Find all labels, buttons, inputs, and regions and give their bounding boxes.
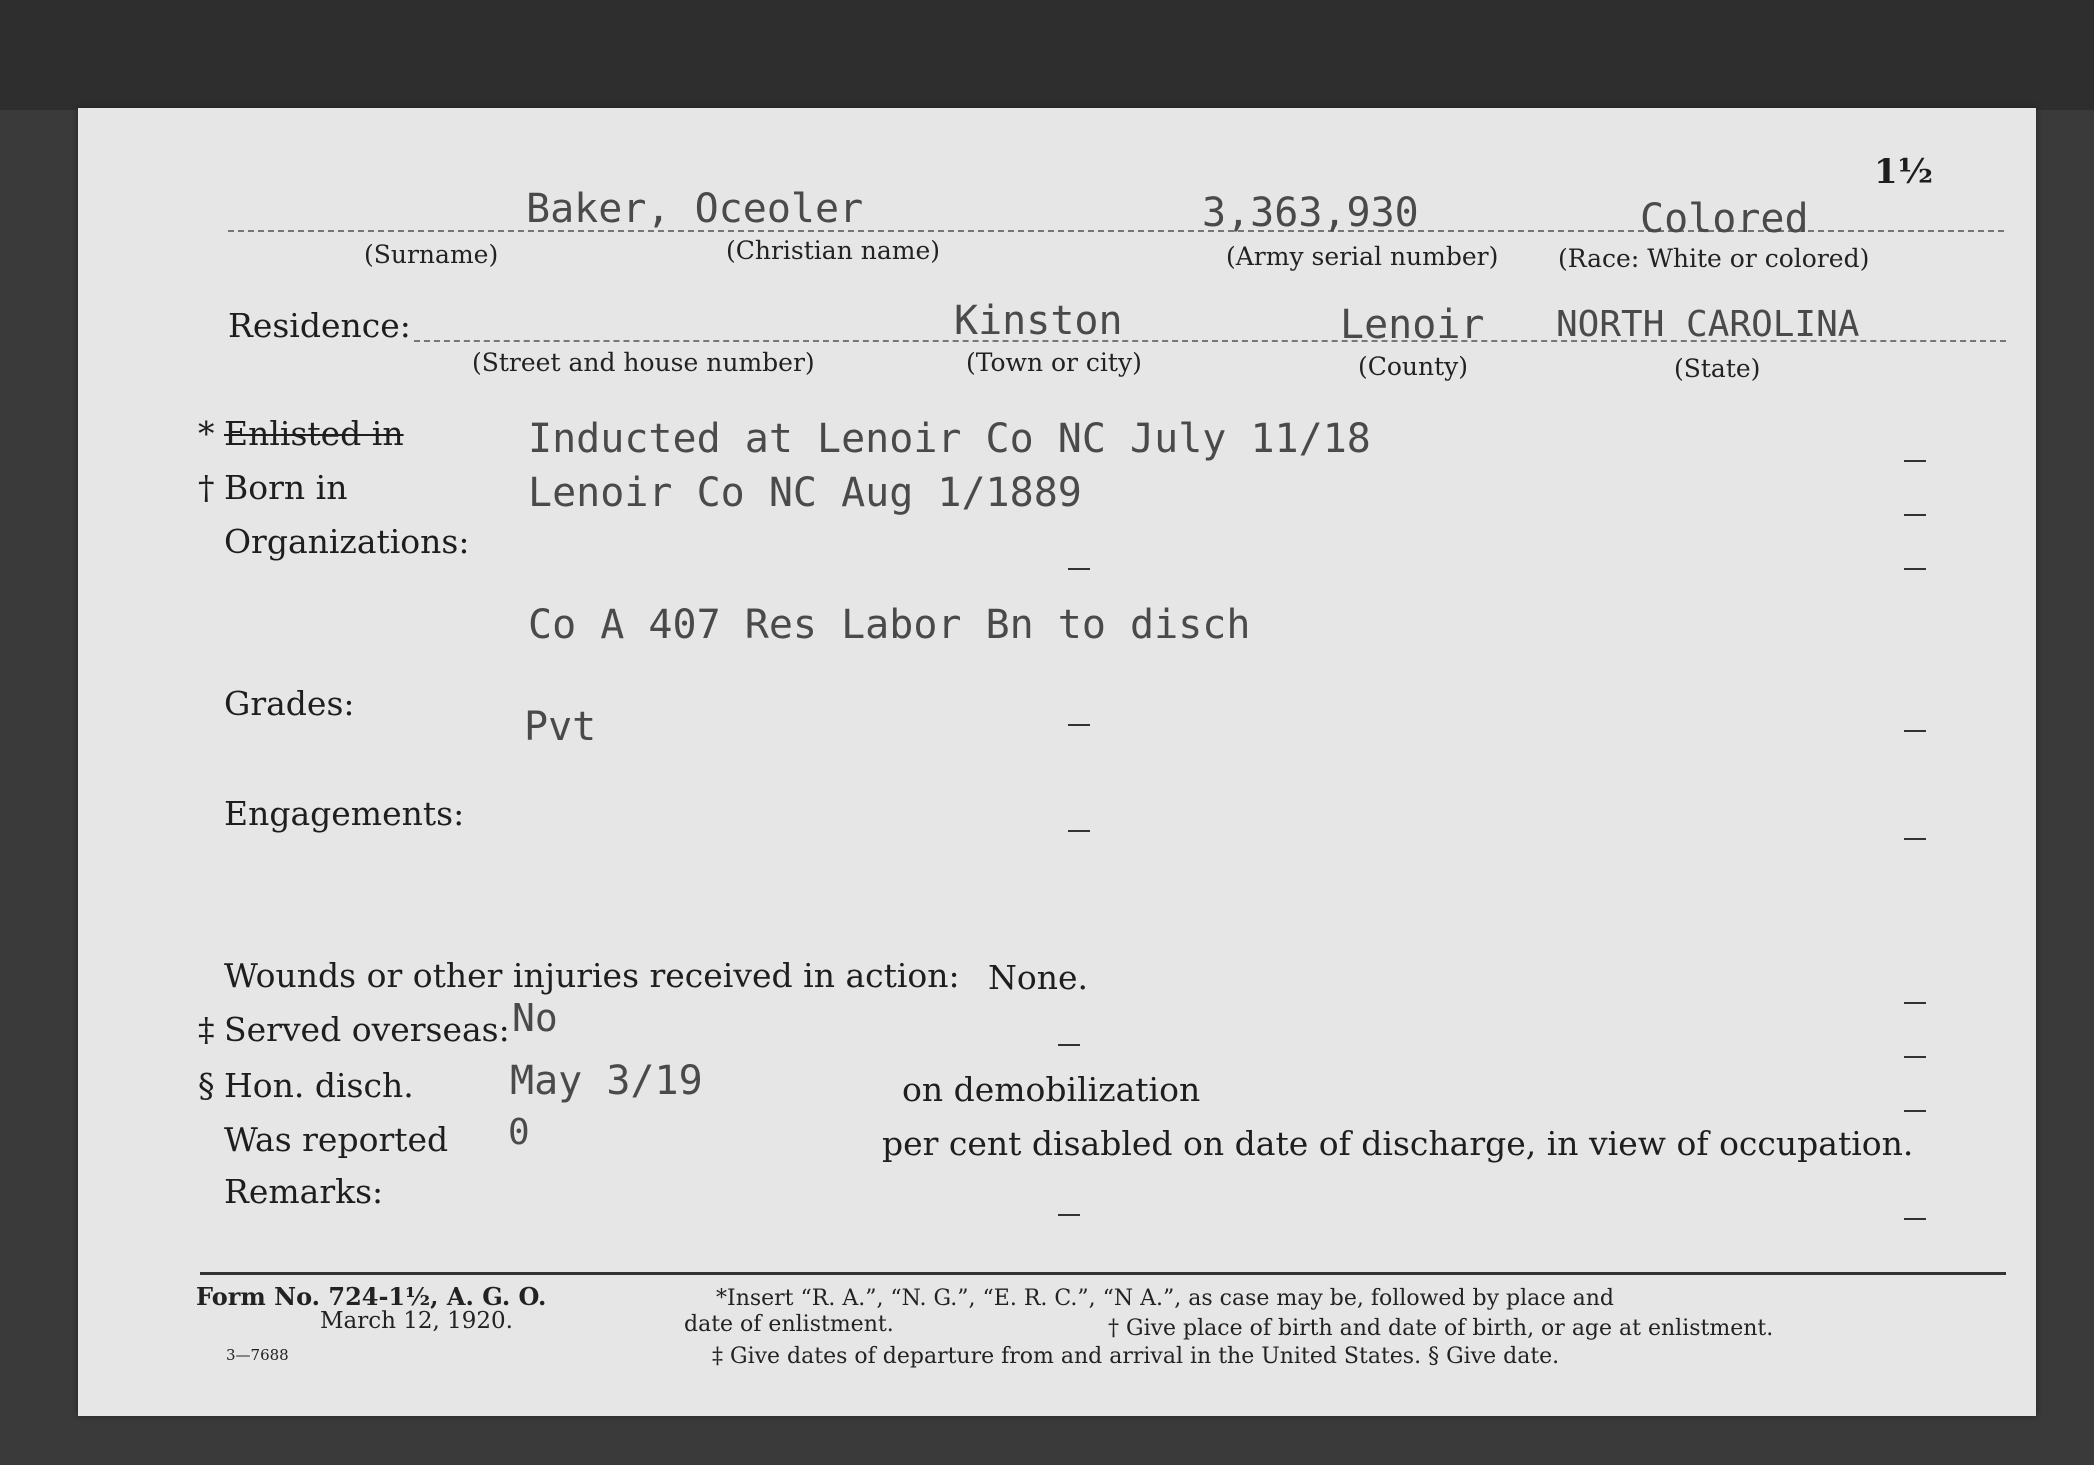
organizations-value: Co A 407 Res Labor Bn to disch [528, 602, 1251, 648]
dash-mark [1068, 724, 1090, 726]
wounds-value: None. [988, 958, 1089, 997]
serial-value: 3,363,930 [1202, 190, 1419, 236]
county-caption: (County) [1358, 352, 1469, 381]
state-value: NORTH CAROLINA [1556, 304, 1860, 345]
born-value: Lenoir Co NC Aug 1/1889 [528, 470, 1082, 516]
footnote-2-right: † Give place of birth and date of birth, or age at enlistment. [1108, 1316, 1774, 1341]
dash-mark [1904, 730, 1926, 732]
dash-mark [1904, 838, 1926, 840]
footnote-1: *Insert “R. A.”, “N. G.”, “E. R. C.”, “N A.”, as case may be, followed by place and [716, 1286, 1614, 1311]
state-caption: (State) [1674, 354, 1761, 383]
dash-mark [1904, 460, 1926, 462]
record-card [78, 108, 2036, 1416]
reported-value: 0 [508, 1112, 530, 1153]
form-date: March 12, 1920. [320, 1308, 513, 1334]
scanner-background [0, 0, 2094, 110]
dash-mark [1058, 1214, 1080, 1216]
overseas-mark: ‡ [198, 1010, 215, 1049]
wounds-label: Wounds or other injuries received in action: [224, 956, 960, 995]
disch-note: on demobilization [902, 1070, 1201, 1109]
dash-mark [1904, 1002, 1926, 1004]
dash-mark [1904, 568, 1926, 570]
surname-value: Baker, Oceoler [526, 186, 864, 232]
enlisted-value: Inducted at Lenoir Co NC July 11/18 [528, 416, 1371, 462]
born-label: Born in [224, 468, 348, 507]
street-caption: (Street and house number) [472, 348, 815, 377]
dash-mark [1904, 1056, 1926, 1058]
form-number: Form No. 724-1½, A. G. O. [196, 1282, 547, 1311]
dash-mark [1068, 830, 1090, 832]
grades-value: Pvt [524, 704, 597, 750]
disch-value: May 3/19 [510, 1058, 703, 1104]
footnote-2-left: date of enlistment. [684, 1312, 894, 1337]
town-value: Kinston [954, 298, 1123, 344]
print-code: 3—7688 [226, 1346, 289, 1364]
footnote-3: ‡ Give dates of departure from and arrival in the United States. § Give date. [712, 1344, 1560, 1369]
dash-mark [1904, 1218, 1926, 1220]
corner-mark: 1½ [1874, 152, 1934, 192]
dash-mark [1904, 1110, 1926, 1112]
reported-label: Was reported [224, 1120, 449, 1159]
dash-mark [1058, 1044, 1080, 1046]
town-caption: (Town or city) [966, 348, 1142, 377]
surname-caption: (Surname) [364, 240, 499, 269]
enlisted-mark: * [198, 414, 215, 453]
county-value: Lenoir [1340, 302, 1485, 348]
born-mark: † [198, 468, 215, 507]
dash-mark [1904, 514, 1926, 516]
disch-mark: § [198, 1066, 215, 1105]
footer-rule [200, 1272, 2006, 1275]
grades-label: Grades: [224, 684, 355, 723]
remarks-label: Remarks: [224, 1172, 384, 1211]
enlisted-label: Enlisted in [224, 414, 404, 453]
residence-label: Residence: [228, 306, 411, 345]
race-value: Colored [1640, 196, 1809, 242]
disch-label: Hon. disch. [224, 1066, 414, 1105]
dash-mark [1068, 568, 1090, 570]
engagements-label: Engagements: [224, 794, 465, 833]
reported-note: per cent disabled on date of discharge, in view of occupation. [882, 1124, 1914, 1163]
christian-caption: (Christian name) [726, 236, 941, 265]
organizations-label: Organizations: [224, 522, 470, 561]
overseas-value: No [512, 996, 558, 1040]
serial-caption: (Army serial number) [1226, 242, 1499, 271]
race-caption: (Race: White or colored) [1558, 244, 1870, 273]
overseas-label: Served overseas: [224, 1010, 510, 1049]
